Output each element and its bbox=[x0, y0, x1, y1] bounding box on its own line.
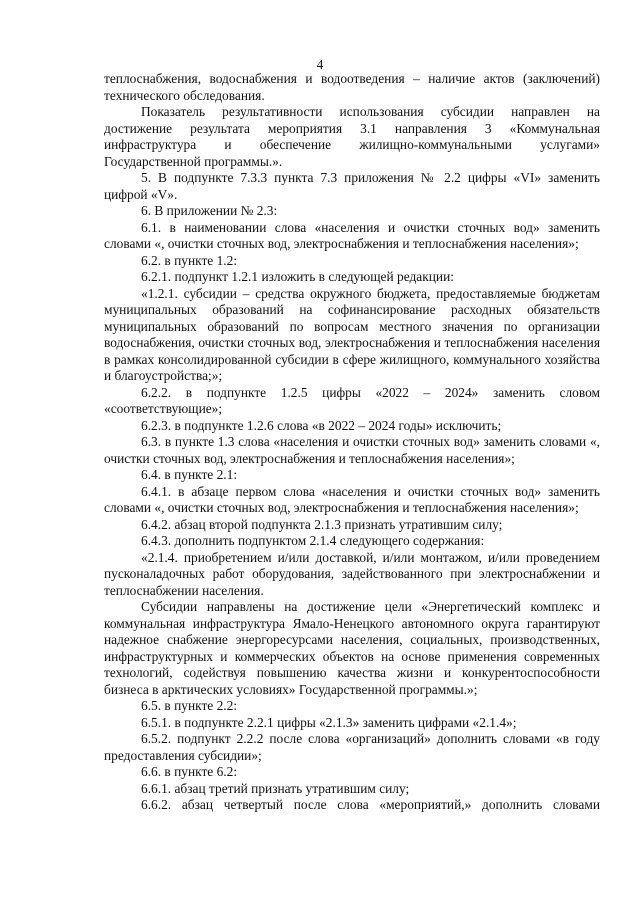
document-body bbox=[104, 71, 600, 814]
paragraph: 5. В подпункте 7.3.3 пункта 7.3 приложения № 2.2 цифры «VI» заменить цифрой «V». bbox=[104, 170, 600, 202]
paragraph: 6.6.2. абзац четвертый после слова «мероприятий,» дополнить словами bbox=[141, 797, 600, 812]
paragraph: 6.5.2. подпункт 2.2.2 после слова «организаций» дополнить словами «в году предоставления субсидии»; bbox=[104, 731, 600, 763]
paragraph: 6.2.2. в подпункте 1.2.5 цифры «2022 – 2024» заменить словом «соответствующие»; bbox=[104, 384, 600, 416]
paragraph: теплоснабжения, водоснабжения и водоотведения – наличие актов (заключений) технического обследования. bbox=[104, 71, 600, 103]
paragraph: 6.3. в пункте 1.3 слова «населения и очистки сточных вод» заменить словами «, очистки сточных вод, электроснабжения и теплоснабжения населения»; bbox=[104, 434, 600, 466]
paragraph: 6. В приложении № 2.3: bbox=[141, 203, 278, 218]
paragraph: 6.4.3. дополнить подпунктом 2.1.4 следующего содержания: bbox=[141, 533, 485, 548]
paragraph: Показатель результативности использования субсидии направлен на достижение результата мероприятия 3.1 направления 3 «Коммунальная инфраструктура и обеспечение жилищно-коммунальными услугами» Государственной программы.». bbox=[104, 104, 600, 169]
paragraph: 6.2.3. в подпункте 1.2.6 слова «в 2022 – 2024 годы» исключить; bbox=[141, 417, 502, 433]
paragraph: 6.4. в пункте 2.1: bbox=[141, 467, 238, 482]
paragraph: Субсидии направлены на достижение цели «Энергетический комплекс и коммунальная инфраструктура Ямало-Ненецкого автономного округа гарантируют надежное снабжение энергоресурсами населения, социальных, производственных, инфраструктурных и коммерческих объектов на основе применения современных технологий, содействуя повышению качества жизни и конкурентоспособности бизнеса в арктических условиях» Государственной программы.»; bbox=[104, 599, 600, 697]
paragraph: 6.4.2. абзац второй подпункта 2.1.3 признать утратившим силу; bbox=[141, 516, 503, 532]
paragraph: 6.1. в наименовании слова «населения и очистки сточных вод» заменить словами «, очистки сточных вод, электроснабжения и теплоснабжения населения»; bbox=[104, 219, 600, 251]
page-number: 4 bbox=[316, 57, 324, 72]
paragraph: 6.2. в пункте 1.2: bbox=[141, 252, 238, 268]
paragraph: 6.6. в пункте 6.2: bbox=[141, 764, 238, 779]
paragraph: «1.2.1. субсидии – средства окружного бюджета, предоставляемые бюджетам муниципальных образований на софинансирование расходных обязательств муниципальных образований по вопросам местного значения по организации водоснабжения, очистки сточных вод, электроснабжения и теплоснабжения населения в рамках консолидированной субсидии в сфере жилищного, коммунального хозяйства и благоустройства;»; bbox=[104, 285, 600, 383]
paragraph: «2.1.4. приобретением и/или доставкой, и/или монтажом, и/или проведением пусконаладочных работ оборудования, задействованного при электроснабжении и теплоснабжении населения. bbox=[104, 549, 600, 598]
paragraph: 6.5. в пункте 2.2: bbox=[141, 698, 238, 713]
paragraph: 6.4.1. в абзаце первом слова «населения и очистки сточных вод» заменить словами «, очистки сточных вод, электроснабжения и теплоснабжения населения»; bbox=[104, 483, 600, 515]
paragraph: 6.2.1. подпункт 1.2.1 изложить в следующей редакции: bbox=[141, 269, 454, 284]
paragraph: 6.6.1. абзац третий признать утратившим силу; bbox=[141, 780, 410, 796]
paragraph: 6.5.1. в подпункте 2.2.1 цифры «2.1.3» заменить цифрами «2.1.4»; bbox=[141, 714, 517, 730]
